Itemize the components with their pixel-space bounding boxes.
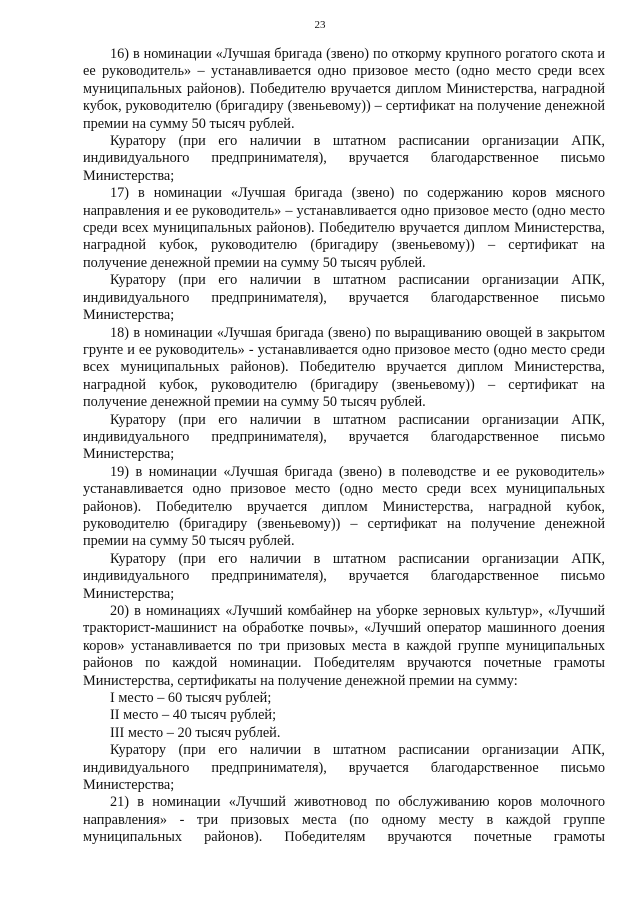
paragraph-curator-note: Куратору (при его наличии в штатном расписании организации АПК, индивидуального предпринимателя), вручается благодарственное письмо Министерства;	[83, 742, 605, 794]
prize-third-place: III место – 20 тысяч рублей.	[110, 724, 281, 741]
paragraph-nomination-20: 20) в номинациях «Лучший комбайнер на уборке зерновых культур», «Лучший тракторист-машинист на обработке почвы», «Лучший оператор машинного доения коров» устанавливается по три призовых места в каждой группе муниципальных районов по каждой номинации. Победителям вручаются почетные грамоты Министерства, сертификаты на получение денежной премии на сумму:	[83, 603, 605, 689]
paragraph-nomination-18: 18) в номинации «Лучшая бригада (звено) по выращиванию овощей в закрытом грунте и ее руководитель» - устанавливается одно призовое место (одно место среди всех муниципальных районов). Победителю вручается диплом Министерства, наградной кубок, руководителю (бригадиру (звеньевому)) – сертификат на получение денежной премии на сумму 50 тысяч рублей.	[83, 324, 605, 411]
prize-first-place: I место – 60 тысяч рублей;	[110, 690, 272, 707]
page-number: 23	[314, 19, 326, 31]
paragraph-nomination-19: 19) в номинации «Лучшая бригада (звено) в полеводстве и ее руководитель» устанавливается одно призовое место (одно место среди всех муниципальных районов). Победителю вручается диплом Министерства, наградной кубок, руководителю (бригадиру (звеньевому)) – сертификат на получение денежной премии на сумму 50 тысяч рублей.	[83, 463, 605, 550]
paragraph-curator-note: Куратору (при его наличии в штатном расписании организации АПК, индивидуального предпринимателя), вручается благодарственное письмо Министерства;	[83, 550, 605, 602]
paragraph-nomination-21: 21) в номинации «Лучший животновод по обслуживанию коров молочного направления» - три призовых места (по одному месту в каждой группе муниципальных районов). Победителям вручаются почетные грамоты	[83, 794, 605, 846]
paragraph-curator-note: Куратору (при его наличии в штатном расписании организации АПК, индивидуального предпринимателя), вручается благодарственное письмо Министерства;	[83, 411, 605, 463]
paragraph-nomination-16: 16) в номинации «Лучшая бригада (звено) по откорму крупного рогатого скота и ее руководитель» – устанавливается одно призовое место (одно место среди всех муниципальных районов). Победителю вручается диплом Министерства, наградной кубок, руководителю (бригадиру (звеньевому)) – сертификат на получение денежной премии на сумму 50 тысяч рублей.	[83, 46, 605, 132]
paragraph-nomination-17: 17) в номинации «Лучшая бригада (звено) по содержанию коров мясного направления и ее руководитель» – устанавливается одно призовое место (одно место среди всех муниципальных районов). Победителю вручается диплом Министерства, наградной кубок, руководителю (бригадиру (звеньевому)) – сертификат на получение денежной премии на сумму 50 тысяч рублей.	[83, 185, 605, 271]
paragraph-curator-note: Куратору (при его наличии в штатном расписании организации АПК, индивидуального предпринимателя), вручается благодарственное письмо Министерства;	[83, 133, 605, 184]
prize-second-place: II место – 40 тысяч рублей;	[110, 707, 277, 724]
paragraph-curator-note: Куратору (при его наличии в штатном расписании организации АПК, индивидуального предпринимателя), вручается благодарственное письмо Министерства;	[83, 272, 605, 324]
document-body	[83, 46, 605, 847]
